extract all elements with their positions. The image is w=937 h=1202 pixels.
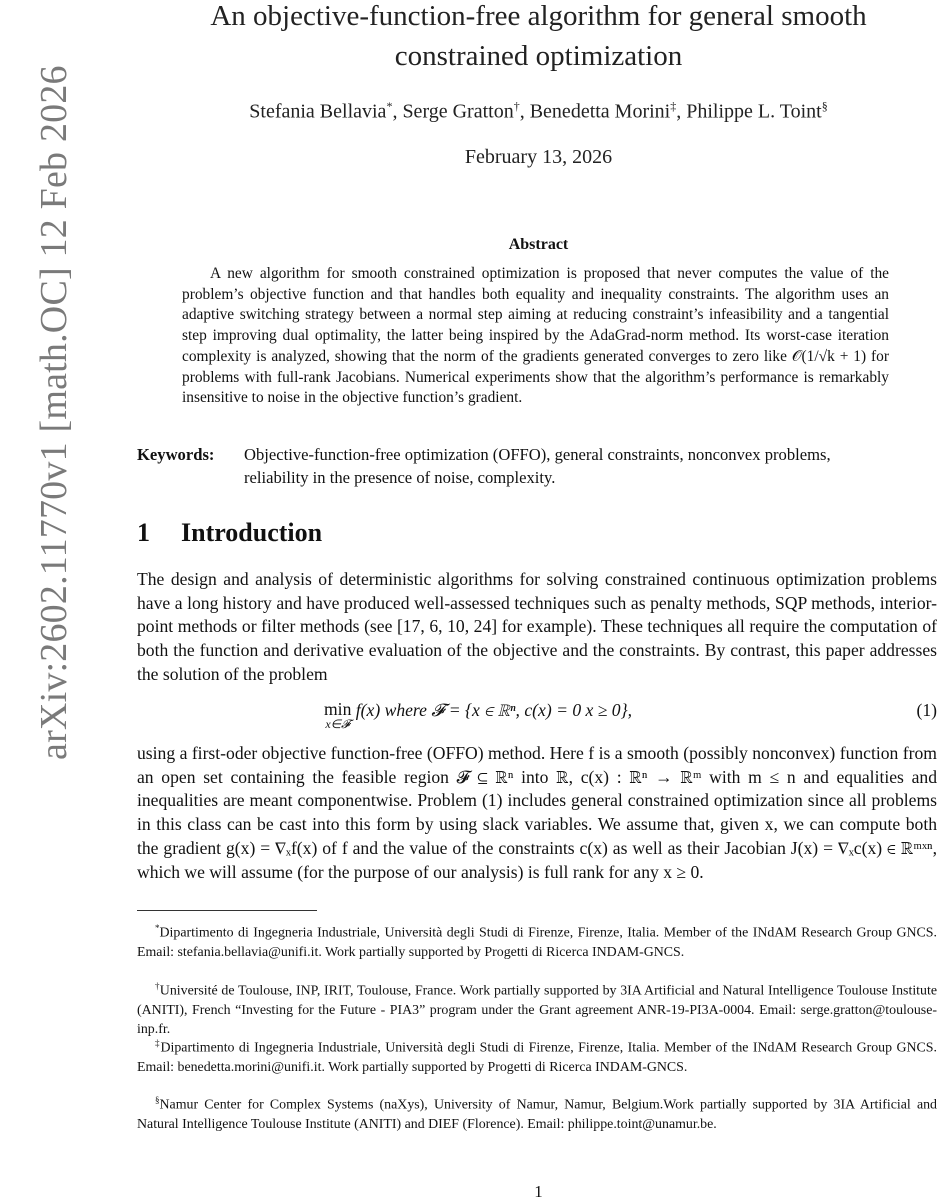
footnote-text: Dipartimento di Ingegneria Industriale, Università degli Studi di Firenze, Firenze, Italia. Member of the INdAM Research Group GNCS. Email: benedetta.morini@unifi.it. Work partially supported by Progetti di Ricerca INDAM-GNCS. [137,1040,937,1075]
author-mark: † [513,99,520,113]
intro-paragraph-2: using a first-oder objective function-free (OFFO) method. Here f is a smooth (possibly nonconvex) function from an open set containing the feasible region 𝓕 ⊆ ℝⁿ into ℝ, c(x) : ℝⁿ → ℝᵐ with m ≤ n and equalities and inequalities are meant componentwise. Problem (1) includes general constrained optimization since all problems in this class can be cast into this form by using slack variables. We assume that, given x, we can compute both the gradient g(x) = ∇ₓf(x) of f and the value of the constraints c(x) as well as their Jacobian J(x) = ∇ₓc(x) ∈ ℝᵐˣⁿ, which we will assume (for the purpose of our analysis) is full rank for any x ≥ 0. [137,743,937,882]
section-number: 1 [137,518,150,547]
author-mark: * [386,99,393,113]
footnote-divider [137,910,317,911]
arxiv-identifier: arXiv:2602.11770v1 [math.OC] 12 Feb 2026 [33,65,75,760]
author-name: Stefania Bellavia [249,100,387,123]
abstract-text-a: A new algorithm for smooth constrained optimization is proposed that never computes the value of the problem’s objective function and that handles both equality and inequality constraints. The algorithm uses an adaptive switching strategy between a normal step aiming at reducing constraint’s infeasibility and a tangential step improving dual optimality, the latter being inspired by the AdaGrad-norm method. Its worst-case iteration complexity is analyzed, showing that the norm of the gradients generated converges to zero like [182,265,889,365]
equation-number: (1) [916,700,937,720]
abstract-text-b: for problems with full-rank Jacobians. Numerical experiments show that the algorithm’s performance is remarkably insensitive to noise in the objective function’s gradient. [182,347,890,407]
keywords-text: Objective-function-free optimization (OFFO), general constraints, nonconvex problems, reliability in the presence of noise, complexity. [244,445,831,487]
section-heading [137,518,322,548]
footnote-text: Namur Center for Complex Systems (naXys), University of Namur, Namur, Belgium.Work partially supported by 3IA Artificial and Natural Intelligence Toulouse Institute (ANITI) and DIEF (Florence). Email: philippe.toint@unamur.be. [137,1097,937,1132]
footnote-text: Dipartimento di Ingegneria Industriale, Università degli Studi di Firenze, Firenze, Italia. Member of the INdAM Research Group GNCS. Email: stefania.bellavia@unifi.it. Work partially supported by Progetti di Ricerca INDAM-GNCS. [137,925,937,960]
footnote [137,977,937,1039]
footnote-mark: * [155,923,160,933]
author-name: Philippe L. Toint [686,100,822,123]
footnote [137,1034,937,1077]
equation-operator [324,700,351,730]
intro-paragraph-1: The design and analysis of deterministic algorithms for solving constrained continuous optimization problems have a long history and have produced well-assessed techniques such as penalty methods, SQP methods, interior-point methods or filter methods (see [17, 6, 10, 24] for example). These techniques all require the computation of both the function and derivative evaluation of the objective and the constraints. By contrast, this paper addresses the solution of the problem [137,569,937,684]
author-list: Stefania Bellavia*, Serge Gratton†, Benedetta Morini‡, Philippe L. Toint§ [249,99,828,123]
footnote-mark: ‡ [155,1038,161,1048]
author-mark: § [821,99,828,113]
publication-date: February 13, 2026 [464,146,613,168]
keywords-label: Keywords: [137,445,215,464]
equation-op: min [324,699,352,719]
page-number: 1 [534,1182,543,1201]
arxiv-sidebar [0,0,75,1200]
title-line-2: constrained optimization [394,40,683,72]
title-line-1: An objective-function-free algorithm for general smooth [210,0,867,32]
footnote-mark: † [155,981,160,991]
section-title: Introduction [181,518,323,547]
footnote [137,1091,937,1134]
abstract-text [182,264,889,409]
footnote-text: Université de Toulouse, INP, IRIT, Toulouse, France. Work partially supported by 3IA Artificial and Natural Intelligence Toulouse Institute (ANITI), French “Investing for the Future - PIA3” program under the Grant agreement ANR-19-PI3A-0004. Email: serge.gratton@toulouse-inp.fr. [137,983,937,1038]
paper-title [140,0,937,76]
author-name: Benedetta Morini [529,100,671,123]
abstract-math: 𝒪(1/√k + 1) [791,347,867,365]
footnote [137,919,937,962]
footnote-mark: § [155,1095,160,1105]
equation-expression: f(x) where 𝓕 = {x ∈ ℝⁿ, c(x) = 0 x ≥ 0}, [351,700,633,720]
author-mark: ‡ [670,99,677,113]
equation-op-subscript: x∈𝓕 [325,717,350,731]
equation-body [324,700,632,730]
author-name: Serge Gratton [402,100,514,123]
abstract-heading: Abstract [508,236,569,253]
